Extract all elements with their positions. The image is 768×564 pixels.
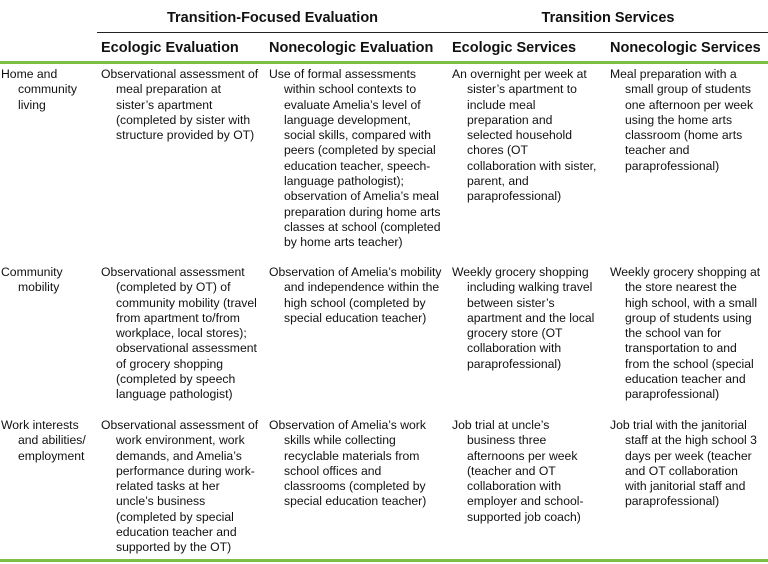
table-cell [97, 63, 265, 264]
table-cell [448, 63, 606, 264]
column-header-nonecologic-evaluation: Nonecologic Evaluation [265, 33, 448, 63]
table-row [0, 263, 768, 416]
table-cell [97, 263, 265, 416]
table-cell [606, 63, 768, 264]
row-label-text: Community mobility [1, 265, 63, 295]
row-label [0, 63, 97, 264]
cell-text: Job trial at uncle’s business three afternoons per week (teacher and OT collaboration with employer and school-supported job coach) [452, 418, 584, 524]
group-header-evaluation: Transition-Focused Evaluation [97, 0, 448, 33]
table-cell [265, 63, 448, 264]
cell-text: Meal preparation with a small group of students one afternoon per week using the home arts classroom (home arts teacher and paraprofessional) [610, 67, 754, 173]
row-label [0, 416, 97, 562]
column-header-ecologic-evaluation: Ecologic Evaluation [97, 33, 265, 63]
cell-text: Job trial with the janitorial staff at the high school 3 days per week (teacher and OT collaboration with janitorial staff and paraprofessional) [610, 418, 757, 509]
table-cell [265, 263, 448, 416]
table-row [0, 416, 768, 562]
group-header-services: Transition Services [448, 0, 768, 33]
row-label-text: Home and community living [1, 67, 77, 112]
column-header-row [0, 33, 768, 63]
cell-text: Observational assessment (completed by OT) of community mobility (travel from apartment to/from workplace, local stores); observational assessment of grocery shopping (completed by speech language pathologist) [101, 265, 257, 402]
cell-text: Observational assessment of meal preparation at sister’s apartment (completed by sister with structure provided by OT) [101, 67, 259, 143]
table-cell [606, 263, 768, 416]
table-row [0, 63, 768, 264]
table-cell [97, 416, 265, 562]
group-header-row [0, 0, 768, 33]
table-cell [448, 416, 606, 562]
cell-text: Weekly grocery shopping including walking travel between sister’s apartment and the local grocery store (OT collaboration with paraprofessional) [452, 265, 595, 371]
row-label-header [0, 33, 97, 63]
cell-text: Weekly grocery shopping at the store nearest the high school, with a small group of students using the school van for transportation to and from the school (special education teacher and paraprofessional) [610, 265, 761, 402]
column-header-nonecologic-services: Nonecologic Services [606, 33, 768, 63]
bottom-rule [0, 559, 768, 562]
cell-text: Use of formal assessments within school contexts to evaluate Amelia’s level of language development, social skills, compared with peers (completed by special education teacher, speech-language pathologist); observation of Amelia’s meal preparation during home arts classes at school (completed by home arts teacher) [269, 67, 441, 250]
table-cell [265, 416, 448, 562]
cell-text: Observation of Amelia’s mobility and independence within the high school (completed by special education teacher) [269, 265, 442, 325]
table-cell [606, 416, 768, 562]
cell-text: Observation of Amelia’s work skills while collecting recyclable materials from school offices and classrooms (completed by special education teacher) [269, 418, 427, 509]
corner-cell [0, 0, 97, 33]
row-label [0, 263, 97, 416]
cell-text: An overnight per week at sister’s apartment to include meal preparation and selected household chores (OT collaboration with sister, parent, and paraprofessional) [452, 67, 597, 204]
row-label-text: Work interests and abilities/ employment [1, 418, 86, 463]
column-header-ecologic-services: Ecologic Services [448, 33, 606, 63]
cell-text: Observational assessment of work environment, work demands, and Amelia’s performance during work-related tasks at her uncle’s business (completed by special education teacher and supported by the OT) [101, 418, 259, 555]
table-cell [448, 263, 606, 416]
